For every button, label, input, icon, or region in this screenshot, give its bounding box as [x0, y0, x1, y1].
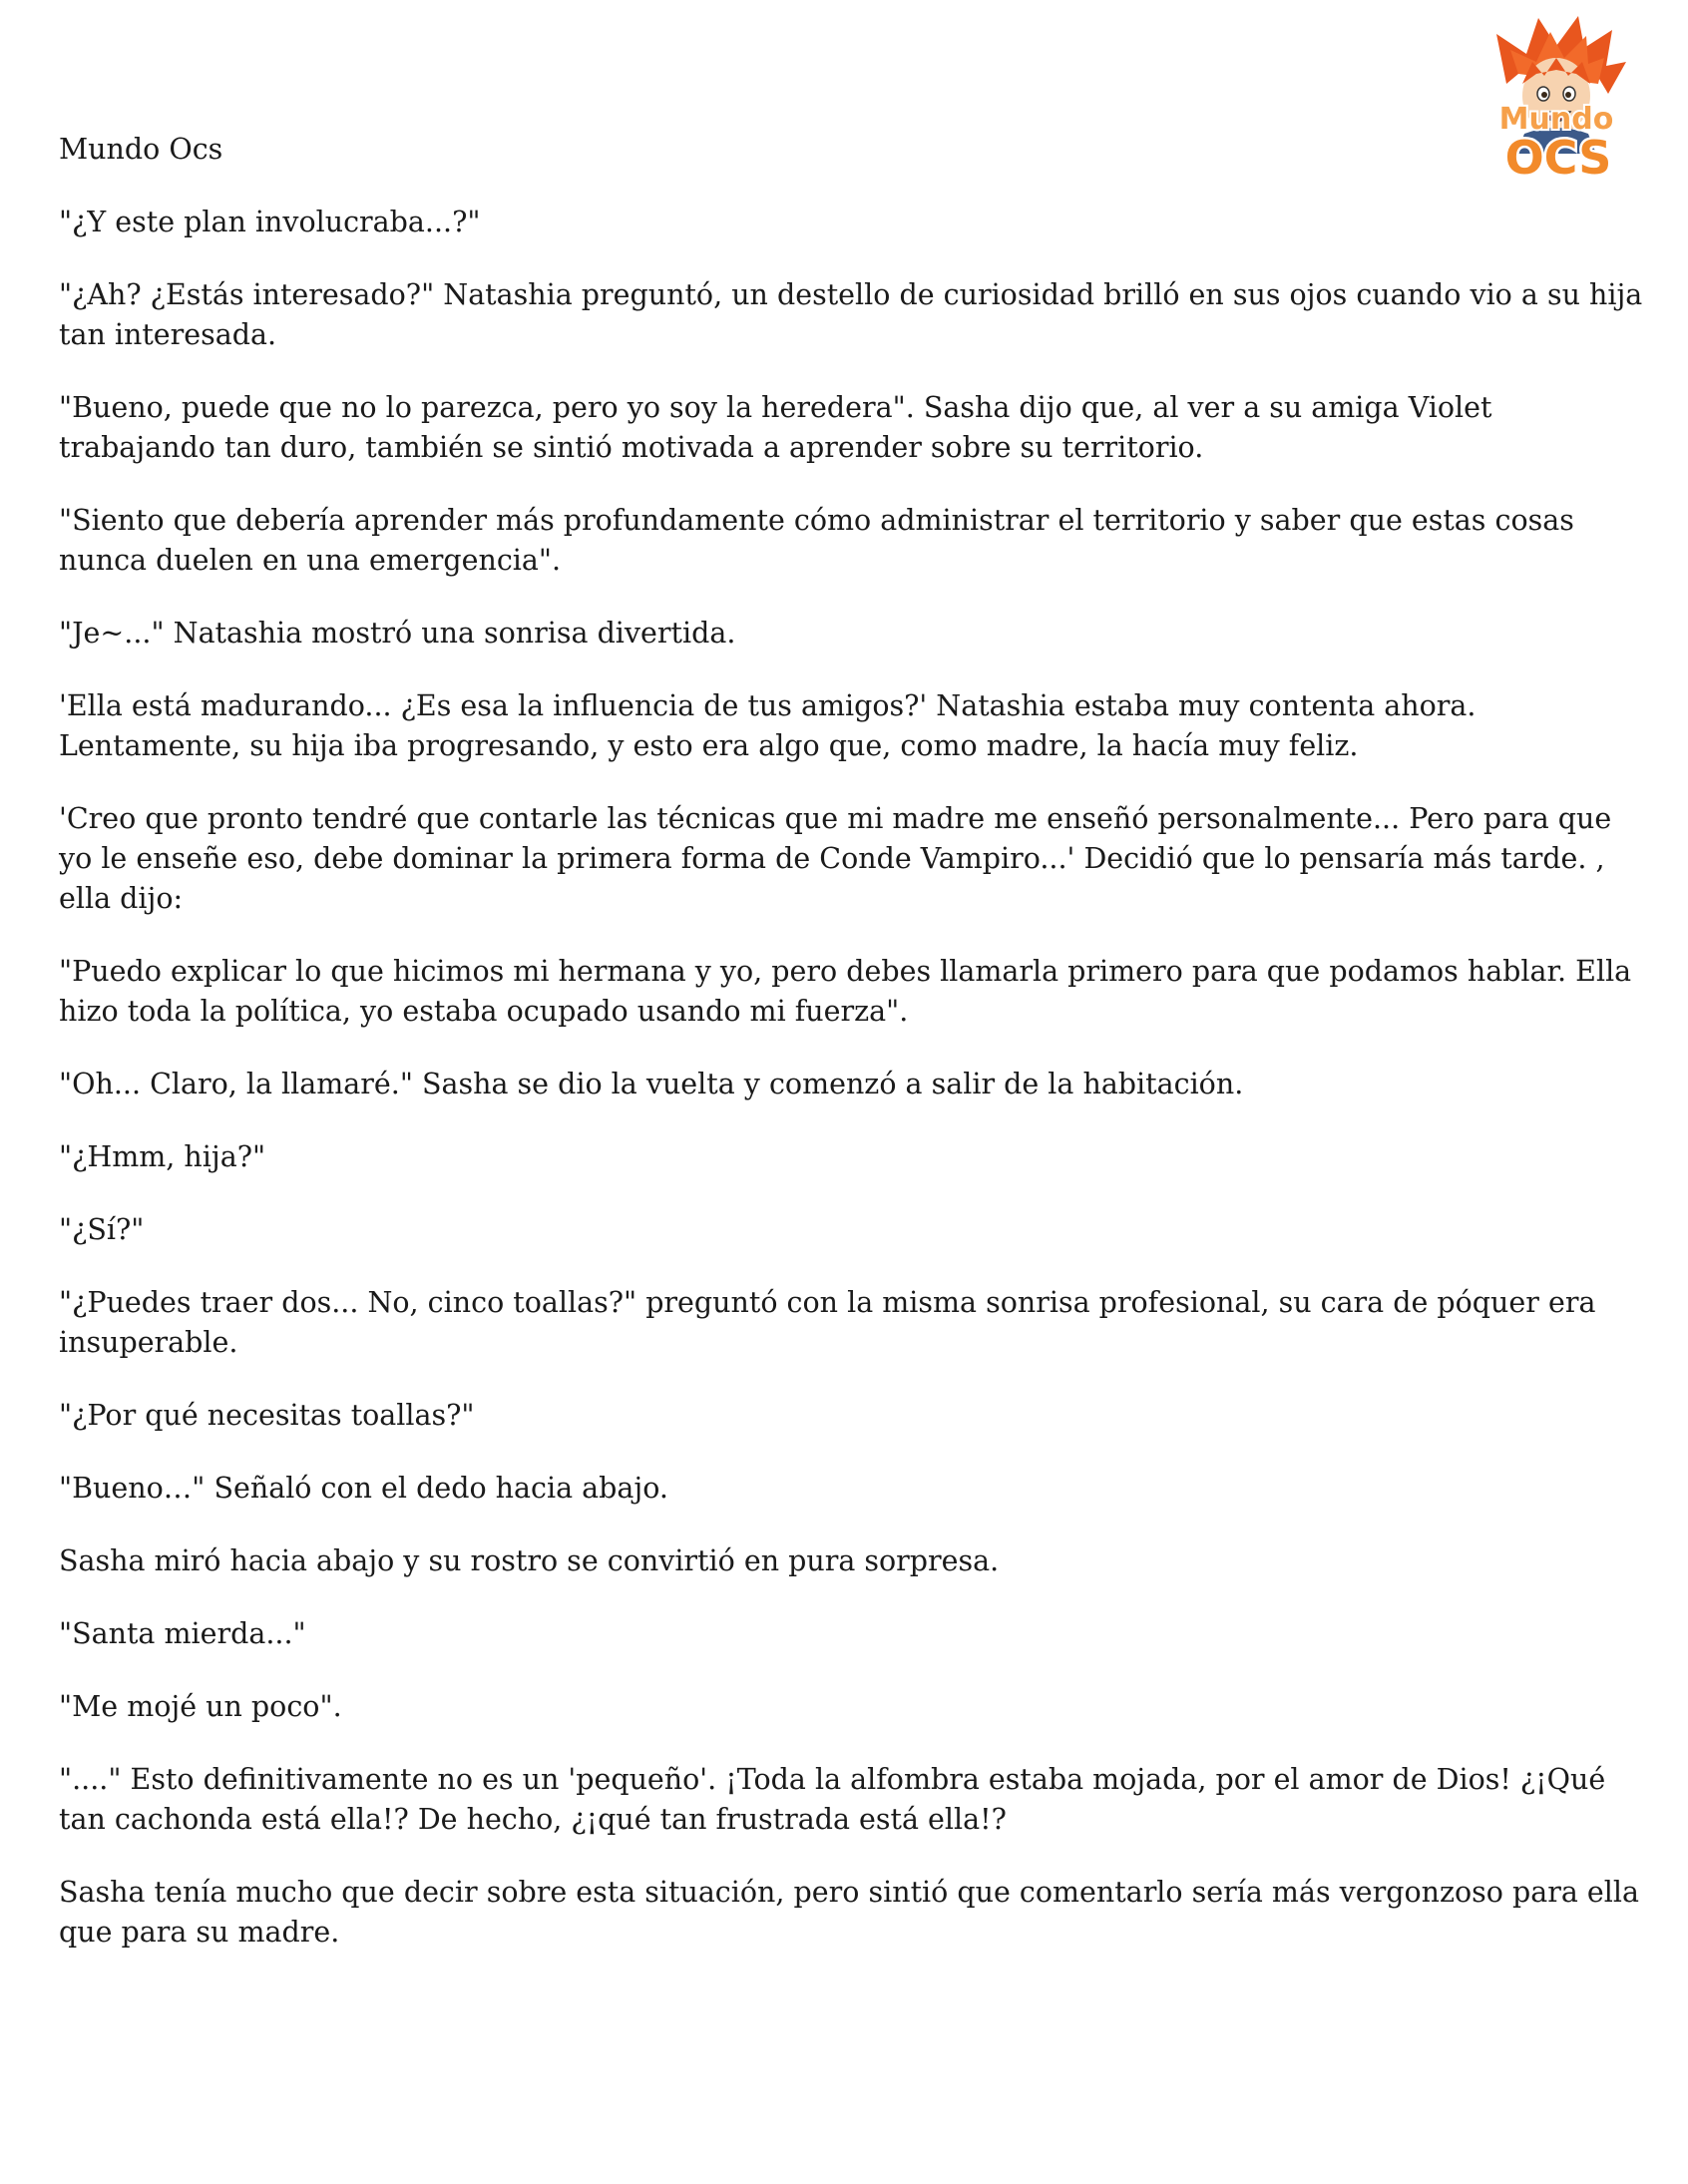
paragraph: 'Ella está madurando... ¿Es esa la influencia de tus amigos?' Natashia estaba muy contenta ahora. Lentamente, su hija iba progresando, y esto era algo que, como madre, la hacía muy feliz. — [59, 689, 1477, 762]
paragraph: 'Creo que pronto tendré que contarle las técnicas que mi madre me enseñó personalmente... Pero para que yo le enseñe eso, debe dominar la primera forma de Conde Vampiro...' Decidió que lo pensaría más tarde. , ella dijo: — [59, 802, 1612, 915]
paragraph: "...." Esto definitivamente no es un 'pequeño'. ¡Toda la alfombra estaba mojada, por el amor de Dios! ¿¡Qué tan cachonda está ella!? De hecho, ¿¡qué tan frustrada está ella!? — [59, 1763, 1606, 1836]
paragraph: "Je~..." Natashia mostró una sonrisa divertida. — [59, 617, 736, 650]
logo-text-line2: OCS — [1504, 131, 1612, 185]
document-body — [59, 130, 1650, 1985]
paragraph: "Puedo explicar lo que hicimos mi hermana y yo, pero debes llamarla primero para que podamos hablar. Ella hizo toda la política, yo estaba ocupado usando mi fuerza". — [59, 955, 1632, 1028]
paragraph: "Bueno…" Señaló con el dedo hacia abajo. — [59, 1472, 668, 1505]
document-header: Mundo Ocs — [59, 133, 223, 166]
paragraph: "¿Ah? ¿Estás interesado?" Natashia preguntó, un destello de curiosidad brilló en sus ojos cuando vio a su hija tan interesada. — [59, 278, 1643, 351]
paragraph: "Bueno, puede que no lo parezca, pero yo soy la heredera". Sasha dijo que, al ver a su amiga Violet trabajando tan duro, también se sintió motivada a aprender sobre su territorio. — [59, 391, 1492, 464]
logo-text-line1: Mundo — [1498, 102, 1614, 137]
paragraph: "Siento que debería aprender más profundamente cómo administrar el territorio y saber que estas cosas nunca duelen en una emergencia". — [59, 504, 1574, 577]
paragraph: "¿Y este plan involucraba...?" — [59, 206, 481, 238]
paragraph: "¿Sí?" — [59, 1213, 145, 1246]
paragraph: Sasha miró hacia abajo y su rostro se convirtió en pura sorpresa. — [59, 1544, 1000, 1577]
paragraph: "Santa mierda..." — [59, 1617, 306, 1650]
paragraph: "¿Por qué necesitas toallas?" — [59, 1399, 475, 1432]
paragraph: "Oh... Claro, la llamaré." Sasha se dio la vuelta y comenzó a salir de la habitación. — [59, 1068, 1244, 1100]
paragraph: "¿Puedes traer dos... No, cinco toallas?" preguntó con la misma sonrisa profesional, su cara de póquer era insuperable. — [59, 1286, 1596, 1359]
paragraph: "¿Hmm, hija?" — [59, 1140, 266, 1173]
paragraph: Sasha tenía mucho que decir sobre esta situación, pero sintió que comentarlo sería más vergonzoso para ella que para su madre. — [59, 1876, 1639, 1949]
paragraph: "Me mojé un poco". — [59, 1690, 342, 1723]
